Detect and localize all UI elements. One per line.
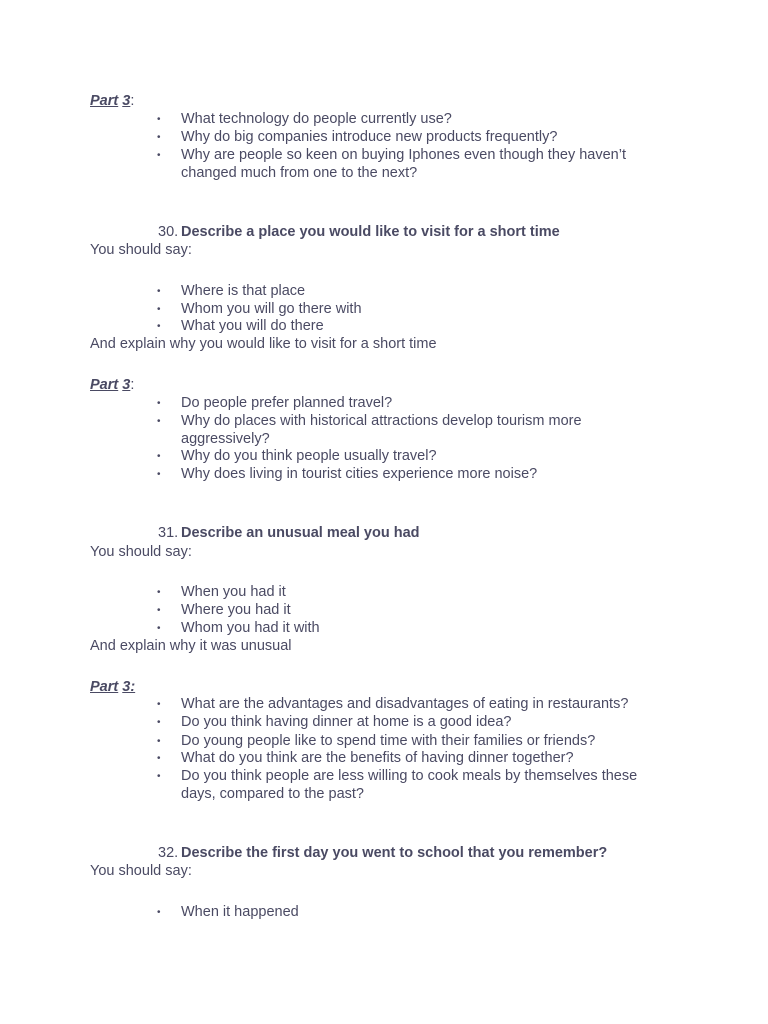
you-should-say: You should say: <box>90 544 192 560</box>
topic-heading: 32. Describe the first day you went to school that you remember? <box>158 845 608 861</box>
bullet-icon: • <box>157 451 161 462</box>
you-should-say: You should say: <box>90 863 192 879</box>
list-item: Why do big companies introduce new products frequently? <box>181 129 558 145</box>
bullet-icon: • <box>157 398 161 409</box>
topic-heading: 31. Describe an unusual meal you had <box>158 525 420 541</box>
topic-heading: 30. Describe a place you would like to visit for a short time <box>158 224 560 240</box>
cue-item: What you will do there <box>181 318 324 334</box>
list-item: Do you think having dinner at home is a good idea? <box>181 714 512 730</box>
explain-line: And explain why you would like to visit for a short time <box>90 336 437 352</box>
bullet-icon: • <box>157 717 161 728</box>
bullet-icon: • <box>157 605 161 616</box>
list-item-continuation: aggressively? <box>181 431 270 447</box>
list-item: Do you think people are less willing to cook meals by themselves these <box>181 768 638 784</box>
cue-item: Whom you had it with <box>181 620 320 636</box>
explain-line: And explain why it was unusual <box>90 638 292 654</box>
list-item: Why do places with historical attractions develop tourism more <box>181 413 582 429</box>
bullet-icon: • <box>157 907 161 918</box>
list-item: What technology do people currently use? <box>181 111 452 127</box>
part3-heading: Part 3: <box>90 679 136 695</box>
list-item: What do you think are the benefits of having dinner together? <box>181 750 574 766</box>
list-item: Do people prefer planned travel? <box>181 395 393 411</box>
cue-item: When you had it <box>181 584 286 600</box>
list-item: Why do you think people usually travel? <box>181 448 437 464</box>
list-item-continuation: changed much from one to the next? <box>181 165 418 181</box>
list-item: Why are people so keen on buying Iphones even though they haven’t <box>181 147 626 163</box>
list-item: Why does living in tourist cities experience more noise? <box>181 466 538 482</box>
bullet-icon: • <box>157 150 161 161</box>
part3-heading: Part 3: <box>90 377 135 393</box>
bullet-icon: • <box>157 132 161 143</box>
bullet-icon: • <box>157 753 161 764</box>
list-item: Do young people like to spend time with their families or friends? <box>181 733 596 749</box>
part3-heading: Part 3: <box>90 93 135 109</box>
bullet-icon: • <box>157 771 161 782</box>
bullet-icon: • <box>157 736 161 747</box>
bullet-icon: • <box>157 699 161 710</box>
list-item-continuation: days, compared to the past? <box>181 786 364 802</box>
bullet-icon: • <box>157 469 161 480</box>
bullet-icon: • <box>157 623 161 634</box>
you-should-say: You should say: <box>90 242 192 258</box>
bullet-icon: • <box>157 587 161 598</box>
cue-item: Where you had it <box>181 602 291 618</box>
cue-item: When it happened <box>181 904 299 920</box>
bullet-icon: • <box>157 321 161 332</box>
bullet-icon: • <box>157 304 161 315</box>
cue-item: Whom you will go there with <box>181 301 362 317</box>
bullet-icon: • <box>157 286 161 297</box>
bullet-icon: • <box>157 416 161 427</box>
list-item: What are the advantages and disadvantages of eating in restaurants? <box>181 696 629 712</box>
bullet-icon: • <box>157 114 161 125</box>
cue-item: Where is that place <box>181 283 306 299</box>
